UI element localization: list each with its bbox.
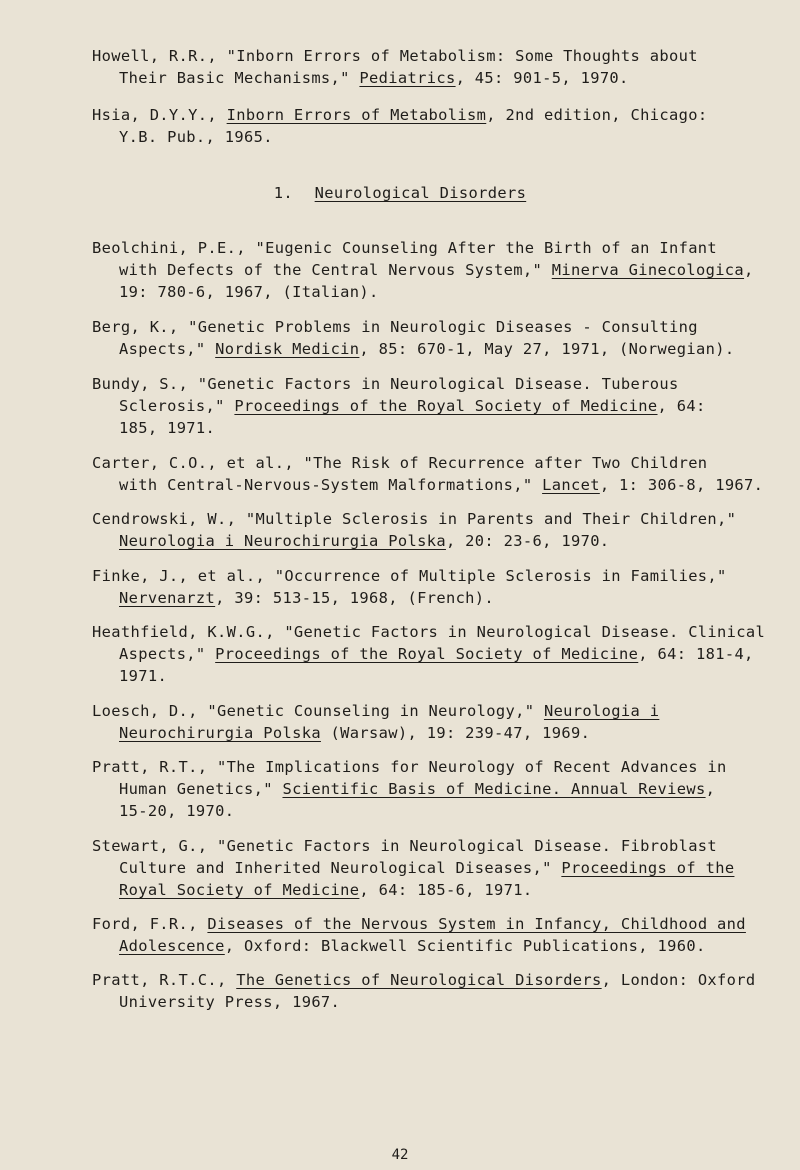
reference-line bbox=[92, 800, 782, 822]
reference-entry bbox=[92, 508, 782, 552]
section-number: 1. bbox=[273, 184, 294, 202]
reference-text: Loesch, D., "Genetic Counseling in Neurology," bbox=[92, 702, 544, 720]
reference-text: Berg, K., "Genetic Problems in Neurologic Diseases - Consulting bbox=[92, 318, 698, 336]
reference-entry bbox=[92, 373, 782, 439]
reference-text: Beolchini, P.E., "Eugenic Counseling After the Birth of an Infant bbox=[92, 239, 718, 257]
reference-text: 19: 780-6, 1967, (Italian). bbox=[119, 283, 379, 301]
reference-line bbox=[92, 621, 782, 643]
reference-title: Proceedings of the bbox=[561, 859, 735, 877]
reference-line bbox=[92, 756, 782, 778]
reference-entry bbox=[92, 237, 782, 303]
reference-line bbox=[92, 104, 782, 126]
reference-text: , 64: 185-6, 1971. bbox=[359, 881, 533, 899]
reference-line bbox=[92, 45, 782, 67]
reference-line bbox=[92, 565, 782, 587]
reference-text: University Press, 1967. bbox=[119, 993, 341, 1011]
reference-title: Diseases of the Nervous System in Infancy, Childhood and bbox=[207, 915, 746, 933]
reference-text: Human Genetics," bbox=[119, 780, 283, 798]
reference-line bbox=[92, 373, 782, 395]
reference-entry bbox=[92, 452, 782, 496]
reference-line bbox=[92, 969, 782, 991]
reference-entry bbox=[92, 104, 782, 148]
reference-text: 15-20, 1970. bbox=[119, 802, 235, 820]
reference-entry bbox=[92, 835, 782, 901]
reference-title: Inborn Errors of Metabolism bbox=[226, 106, 487, 124]
reference-text: Aspects," bbox=[119, 645, 216, 663]
reference-line bbox=[92, 316, 782, 338]
reference-line bbox=[92, 67, 782, 89]
reference-text: Sclerosis," bbox=[119, 397, 235, 415]
reference-line bbox=[92, 530, 782, 552]
reference-title: Proceedings of the Royal Society of Medicine bbox=[234, 397, 658, 415]
reference-title: Minerva Ginecologica bbox=[551, 261, 745, 279]
reference-text: , 1: 306-8, 1967. bbox=[599, 476, 764, 494]
reference-title: Proceedings of the Royal Society of Medicine bbox=[215, 645, 639, 663]
reference-title: Royal Society of Medicine bbox=[119, 881, 360, 899]
reference-title: Nervenarzt bbox=[119, 589, 216, 607]
reference-line bbox=[92, 879, 782, 901]
reference-text: Bundy, S., "Genetic Factors in Neurological Disease. Tuberous bbox=[92, 375, 679, 393]
reference-line bbox=[92, 857, 782, 879]
reference-text: Their Basic Mechanisms," bbox=[119, 69, 360, 87]
reference-line bbox=[92, 722, 782, 744]
reference-line bbox=[92, 700, 782, 722]
reference-text: , 39: 513-15, 1968, (French). bbox=[215, 589, 495, 607]
section-title: Neurological Disorders bbox=[314, 184, 527, 202]
reference-line bbox=[92, 452, 782, 474]
reference-entry bbox=[92, 565, 782, 609]
reference-title: Adolescence bbox=[119, 937, 225, 955]
reference-text: Culture and Inherited Neurological Diseases," bbox=[119, 859, 562, 877]
reference-text: Pratt, R.T., "The Implications for Neurology of Recent Advances in bbox=[92, 758, 727, 776]
reference-text: , 2nd edition, Chicago: bbox=[486, 106, 708, 124]
reference-title: Neurologia i bbox=[543, 702, 660, 720]
reference-text: , bbox=[705, 780, 716, 798]
reference-text: Y.B. Pub., 1965. bbox=[119, 128, 273, 146]
reference-line bbox=[92, 835, 782, 857]
reference-line bbox=[92, 237, 782, 259]
reference-text: (Warsaw), 19: 239-47, 1969. bbox=[320, 724, 591, 742]
reference-text: , 85: 670-1, May 27, 1971, (Norwegian). bbox=[359, 340, 735, 358]
reference-text: , 64: 181-4, bbox=[638, 645, 754, 663]
reference-line bbox=[92, 281, 782, 303]
reference-text: 185, 1971. bbox=[119, 419, 216, 437]
reference-line bbox=[92, 508, 782, 530]
section-heading bbox=[0, 182, 800, 204]
reference-text: 1971. bbox=[119, 667, 168, 685]
reference-text: Ford, F.R., bbox=[92, 915, 208, 933]
reference-line bbox=[92, 417, 782, 439]
reference-line bbox=[92, 991, 782, 1013]
reference-line bbox=[92, 474, 782, 496]
reference-text: Hsia, D.Y.Y., bbox=[92, 106, 227, 124]
reference-line bbox=[92, 935, 782, 957]
reference-text: Carter, C.O., et al., "The Risk of Recurrence after Two Children bbox=[92, 454, 708, 472]
reference-title: Neurologia i Neurochirurgia Polska bbox=[119, 532, 446, 550]
reference-text: , Oxford: Blackwell Scientific Publications, 1960. bbox=[224, 937, 706, 955]
reference-text: , 64: bbox=[657, 397, 706, 415]
reference-text: with Central-Nervous-System Malformations," bbox=[119, 476, 543, 494]
reference-entry bbox=[92, 621, 782, 687]
reference-line bbox=[92, 913, 782, 935]
reference-text: Aspects," bbox=[119, 340, 216, 358]
reference-title: Pediatrics bbox=[359, 69, 456, 87]
reference-entry bbox=[92, 756, 782, 822]
reference-line bbox=[92, 259, 782, 281]
reference-entry bbox=[92, 969, 782, 1013]
page-number: 42 bbox=[391, 1147, 409, 1163]
reference-text: Heathfield, K.W.G., "Genetic Factors in Neurological Disease. Clinical bbox=[92, 623, 766, 641]
reference-line bbox=[92, 395, 782, 417]
reference-line bbox=[92, 778, 782, 800]
reference-text: Pratt, R.T.C., bbox=[92, 971, 237, 989]
reference-text: Howell, R.R., "Inborn Errors of Metabolism: Some Thoughts about bbox=[92, 47, 698, 65]
reference-text: with Defects of the Central Nervous System," bbox=[119, 261, 552, 279]
reference-line bbox=[92, 126, 782, 148]
reference-text: Stewart, G., "Genetic Factors in Neurological Disease. Fibroblast bbox=[92, 837, 718, 855]
reference-entry bbox=[92, 913, 782, 957]
reference-text: , London: Oxford bbox=[601, 971, 756, 989]
reference-entry bbox=[92, 700, 782, 744]
reference-line bbox=[92, 665, 782, 687]
reference-title: Lancet bbox=[542, 476, 600, 494]
reference-title: The Genetics of Neurological Disorders bbox=[236, 971, 602, 989]
reference-entry bbox=[92, 316, 782, 360]
reference-title: Scientific Basis of Medicine. Annual Reviews bbox=[282, 780, 706, 798]
reference-text: , 20: 23-6, 1970. bbox=[445, 532, 610, 550]
reference-text: , bbox=[744, 261, 754, 279]
reference-line bbox=[92, 643, 782, 665]
reference-line bbox=[92, 338, 782, 360]
reference-title: Neurochirurgia Polska bbox=[119, 724, 321, 742]
reference-text: Finke, J., et al., "Occurrence of Multiple Sclerosis in Families," bbox=[92, 567, 727, 585]
reference-line bbox=[92, 587, 782, 609]
reference-text: , 45: 901-5, 1970. bbox=[455, 69, 629, 87]
reference-title: Nordisk Medicin bbox=[215, 340, 360, 358]
reference-entry bbox=[92, 45, 782, 89]
reference-text: Cendrowski, W., "Multiple Sclerosis in Parents and Their Children," bbox=[92, 510, 737, 528]
